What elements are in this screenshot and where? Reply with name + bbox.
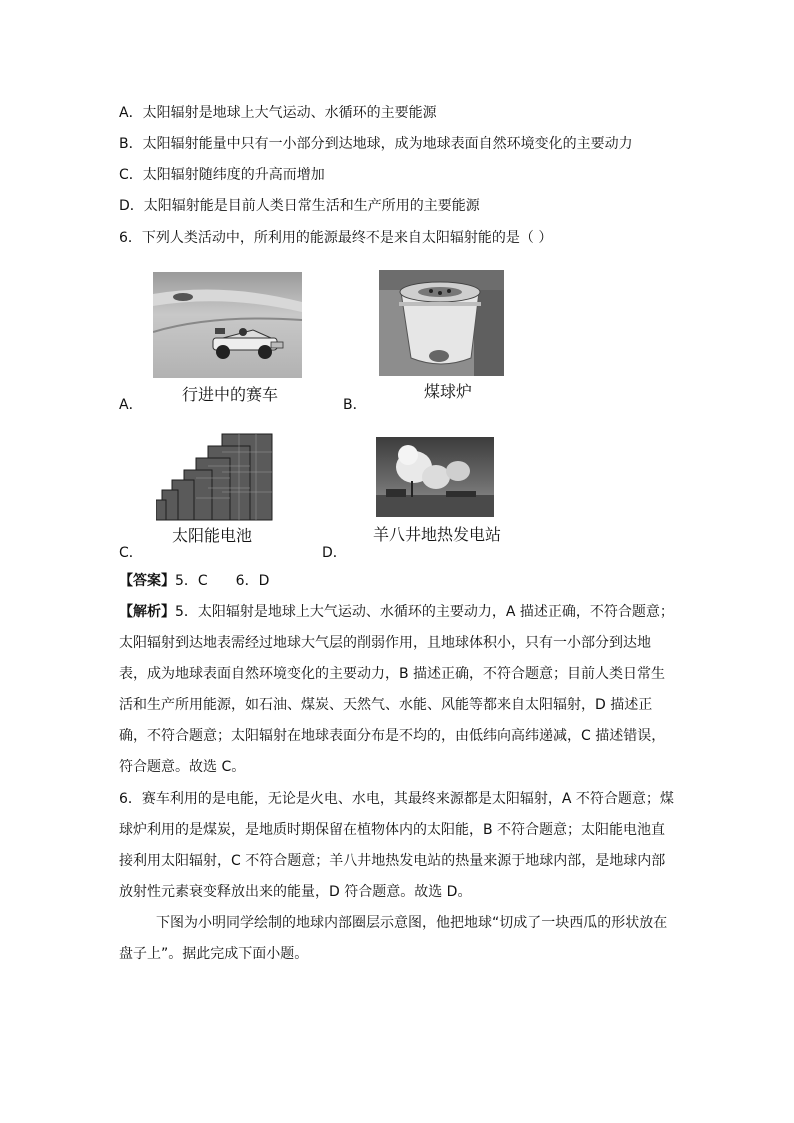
answer-text: 5．C 6．D bbox=[175, 573, 270, 589]
answer-label: 【答案】 bbox=[119, 573, 175, 589]
race-car-photo bbox=[153, 272, 302, 378]
analysis-line-1 bbox=[119, 603, 674, 621]
coal-stove-photo bbox=[379, 270, 504, 376]
choice-b-letter: B． bbox=[343, 397, 367, 413]
choice-a-letter: A． bbox=[119, 397, 143, 413]
option-5b: B．太阳辐射能量中只有一小部分到达地球，成为地球表面自然环境变化的主要动力 bbox=[119, 136, 633, 152]
choice-a-caption: 行进中的赛车 bbox=[182, 385, 279, 404]
analysis-line-10: 放射性元素衰变释放出来的能量，D 符合题意。故选 D。 bbox=[119, 884, 472, 900]
option-5c: C．太阳辐射随纬度的升高而增加 bbox=[119, 167, 325, 183]
analysis-line-3: 表，成为地球表面自然环境变化的主要动力，B 描述正确，不符合题意；目前人类日常生 bbox=[119, 666, 666, 682]
analysis-label: 【解析】 bbox=[119, 604, 175, 620]
intro-line-2: 盘子上”。据此完成下面小题。 bbox=[119, 946, 309, 962]
geothermal-station-photo bbox=[376, 437, 494, 517]
choice-d-letter: D． bbox=[322, 545, 347, 561]
choice-d-caption: 羊八井地热发电站 bbox=[373, 525, 502, 544]
analysis-line-9: 接利用太阳辐射，C 不符合题意；羊八井地热发电站的热量来源于地球内部，是地球内部 bbox=[119, 853, 666, 869]
choice-c-caption: 太阳能电池 bbox=[172, 526, 253, 545]
choice-c-letter: C． bbox=[119, 545, 143, 561]
analysis-text-1: 5．太阳辐射是地球上大气运动、水循环的主要动力，A 描述正确，不符合题意； bbox=[175, 604, 674, 620]
intro-line-1: 下图为小明同学绘制的地球内部圈层示意图，他把地球“切成了一块西瓜的形状放在 bbox=[156, 915, 668, 931]
analysis-line-7: 6．赛车利用的是电能，无论是火电、水电，其最终来源都是太阳辐射，A 不符合题意；煤 bbox=[119, 791, 674, 807]
analysis-line-4: 活和生产所用能源，如石油、煤炭、天然气、水能、风能等都来自太阳辐射，D 描述正 bbox=[119, 697, 653, 713]
option-5a: A．太阳辐射是地球上大气运动、水循环的主要能源 bbox=[119, 105, 437, 121]
option-5d: D．太阳辐射能是目前人类日常生活和生产所用的主要能源 bbox=[119, 198, 480, 214]
analysis-line-5: 确，不符合题意；太阳辐射在地球表面分布是不均的，由低纬向高纬递减，C 描述错误， bbox=[119, 728, 666, 744]
answer-line bbox=[119, 572, 269, 590]
question-6: 6．下列人类活动中，所利用的能源最终不是来自太阳辐射能的是（ ） bbox=[119, 230, 553, 246]
analysis-line-6: 符合题意。故选 C。 bbox=[119, 759, 246, 775]
analysis-line-2: 太阳辐射到达地表需经过地球大气层的削弱作用，且地球体积小，只有一小部分到达地 bbox=[119, 635, 651, 651]
analysis-line-8: 球炉利用的是煤炭，是地质时期保留在植物体内的太阳能，B 不符合题意；太阳能电池直 bbox=[119, 822, 666, 838]
choice-b-caption: 煤球炉 bbox=[424, 382, 473, 401]
solar-panel-photo bbox=[156, 432, 274, 522]
